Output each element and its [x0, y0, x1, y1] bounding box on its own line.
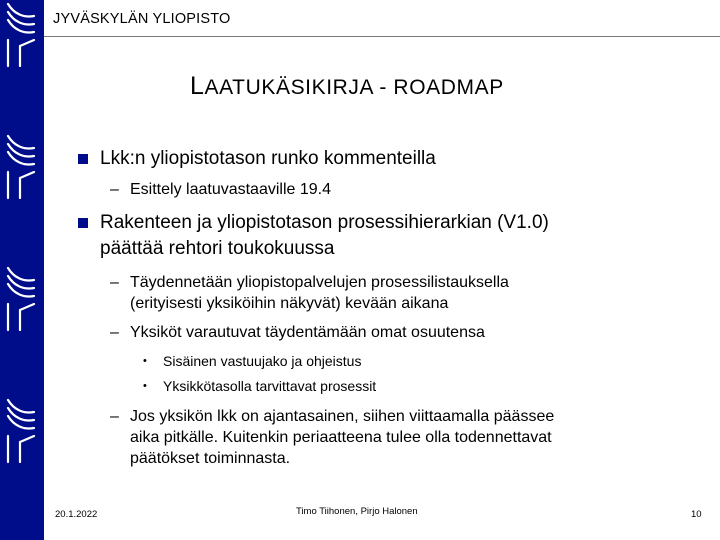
sidebar-strip [0, 0, 44, 540]
dash-marker: – [110, 274, 119, 291]
dash-marker: – [110, 181, 119, 198]
bullet-point-2-line-2: päättää rehtori toukokuussa [100, 238, 335, 259]
title-initial: L [190, 72, 205, 100]
bullet-point-2 [100, 210, 549, 262]
bullet-point-1-text: Lkk:n yliopistotason runko kommenteilla [100, 148, 436, 169]
dot-marker: • [143, 355, 147, 367]
square-bullet-icon [78, 218, 88, 228]
university-name: JYVÄSKYLÄN YLIOPISTO [53, 11, 231, 27]
sub-point-1-1-text: Esittely laatuvastaaville 19.4 [130, 181, 331, 198]
sub-point-2-1-line-2: (erityisesti yksiköihin näkyvät) kevään aikana [130, 295, 449, 312]
sub-point-2-3-line-3: päätökset toiminnasta. [130, 450, 291, 467]
footer-date: 20.1.2022 [55, 509, 98, 520]
sub-sub-point-2 [143, 376, 377, 396]
square-bullet-icon [78, 154, 88, 164]
header-divider [44, 36, 720, 37]
dash-marker: – [110, 324, 119, 341]
bullet-point-2-line-1: Rakenteen ja yliopistotason prosessihierarkian (V1.0) [100, 212, 549, 233]
sub-point-2-2 [110, 322, 485, 343]
dash-marker: – [110, 408, 119, 425]
page-number: 10 [691, 509, 702, 520]
sub-sub-point-1-text: Sisäinen vastuujako ja ohjeistus [163, 353, 362, 369]
title-rest: AATUKÄSIKIRJA - ROADMAP [204, 76, 504, 99]
sub-point-2-1-line-1: Täydennetään yliopistopalvelujen prosessilistauksella [130, 274, 509, 291]
footer-authors: Timo Tiihonen, Pirjo Halonen [296, 506, 418, 517]
slide-title [190, 72, 504, 101]
flame-logo-icon [0, 0, 44, 540]
sub-point-1-1 [110, 179, 331, 200]
sub-point-2-3 [110, 406, 555, 469]
sub-point-2-1 [110, 272, 509, 314]
sub-sub-point-2-text: Yksikkötasolla tarvittavat prosessit [163, 378, 377, 394]
sub-point-2-2-text: Yksiköt varautuvat täydentämään omat osuutensa [130, 324, 485, 341]
dot-marker: • [143, 380, 147, 392]
sub-point-2-3-line-2: aika pitkälle. Kuitenkin periaatteena tulee olla todennettavat [130, 429, 552, 446]
sub-point-2-3-line-1: Jos yksikön lkk on ajantasainen, siihen viittaamalla päässee [130, 408, 555, 425]
sub-sub-point-1 [143, 351, 362, 371]
bullet-point-1 [100, 146, 436, 172]
